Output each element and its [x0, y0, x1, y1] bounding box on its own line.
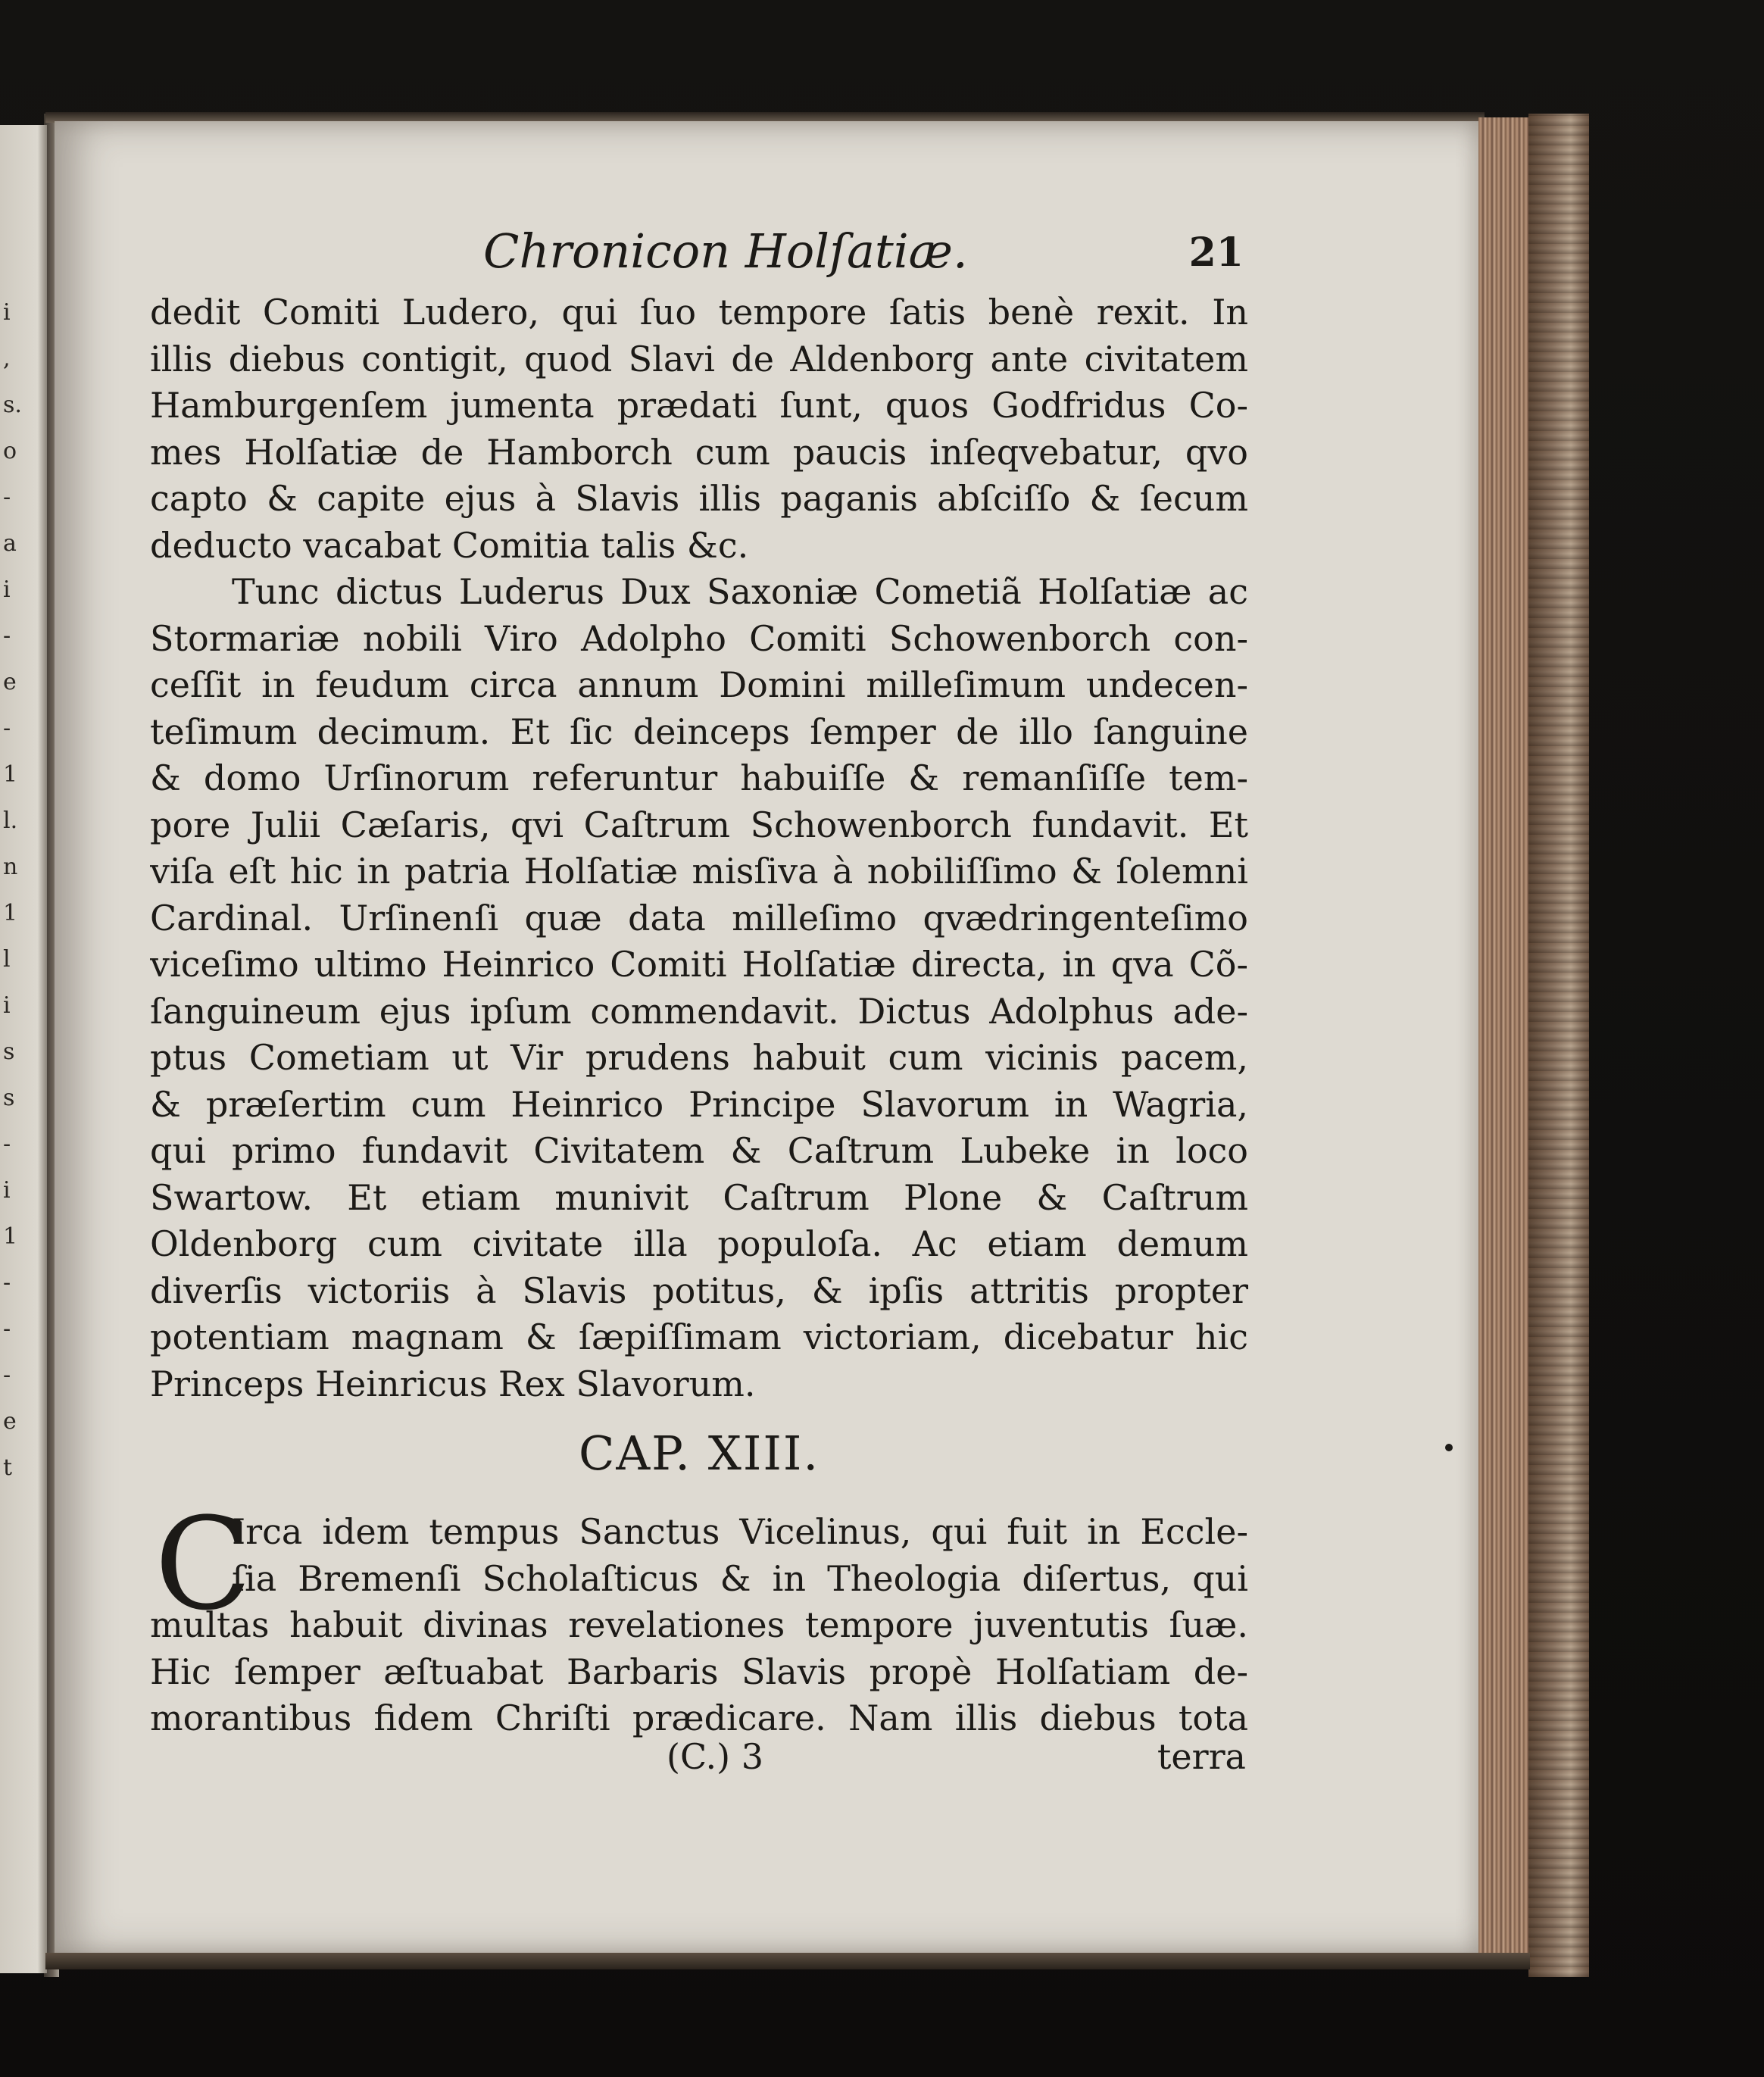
chapter-heading: CAP. XIII.	[578, 1426, 820, 1481]
body-text	[150, 289, 1248, 1407]
text-line: ceſſit in feudum circa annum Domini milleſimum undecen-	[150, 664, 1248, 705]
text-line: Princeps Heinricus Rex Slavorum.	[150, 1363, 756, 1404]
text-line: multas habuit divinas revelationes tempore juventutis ſuæ.	[150, 1604, 1248, 1645]
left-page-fragment: l	[3, 946, 11, 973]
left-page-fragment: 1	[3, 900, 18, 926]
left-page-fragment: i	[3, 1177, 11, 1204]
text-line: Hic ſemper æſtuabat Barbaris Slavis propè Holſatiam de-	[150, 1651, 1248, 1692]
left-page-fragment: i	[3, 576, 11, 603]
left-page-fragment: a	[3, 530, 17, 557]
left-page-fragment: -	[3, 484, 11, 511]
text-line: viceſimo ultimo Heinrico Comiti Holſatiæ directa, in qva Cõ-	[150, 944, 1248, 985]
left-page-fragment: o	[3, 438, 17, 464]
text-line: deducto vacabat Comitia talis &c.	[150, 524, 749, 566]
left-page-fragment: e	[3, 669, 17, 695]
left-page-fragment: i	[3, 299, 11, 326]
text-line: mes Holſatiæ de Hamborch cum paucis inſeqvebatur, qvo	[150, 431, 1248, 473]
fore-edge	[1478, 117, 1531, 1962]
text-line: dedit Comiti Ludero, qui ſuo tempore ſatis benè rexit. In	[150, 292, 1248, 333]
left-page-fragment: -	[3, 1362, 11, 1388]
left-page-fragment: s.	[3, 392, 22, 418]
text-line: Irca idem tempus Sanctus Vicelinus, qui fuit in Eccle-	[232, 1511, 1248, 1552]
left-page-fragment: -	[3, 1131, 11, 1157]
text-line: diverſis victoriis à Slavis potitus, & ipſis attritis propter	[150, 1270, 1248, 1311]
text-line: Oldenborg cum civitate illa populoſa. Ac etiam demum	[150, 1223, 1248, 1264]
text-line: Stormariæ nobili Viro Adolpho Comiti Schowenborch con-	[150, 617, 1248, 659]
text-line: Swartow. Et etiam munivit Caſtrum Plone & Caſtrum	[150, 1176, 1248, 1218]
text-line: ptus Cometiam ut Vir prudens habuit cum vicinis pacem,	[150, 1037, 1248, 1078]
left-page-fragment: 1	[3, 761, 18, 788]
text-line: Cardinal. Urſinenſi quæ data milleſimo qvædringenteſimo	[150, 897, 1248, 939]
left-page-fragment: -	[3, 1270, 11, 1296]
left-page-fragment: -	[3, 1316, 11, 1342]
left-page-fragment: i	[3, 992, 11, 1019]
text-line: Tunc dictus Luderus Dux Saxoniæ Cometiã Holſatiæ ac	[232, 571, 1248, 612]
running-head	[150, 223, 1248, 284]
text-line: teſimum decimum. Et ſic deinceps ſemper de illo ſanguine	[150, 711, 1248, 752]
paragraph-2	[150, 569, 1248, 1407]
text-line: viſa eſt hic in patria Holſatiæ misſiva à nobiliſſimo & ſolemni	[150, 851, 1248, 892]
catchword: terra	[1157, 1736, 1246, 1777]
left-page-fragment: 1	[3, 1223, 18, 1250]
cover-board	[1528, 114, 1589, 1977]
text-line: potentiam magnam & ſæpiſſimam victoriam, dicebatur hic	[150, 1316, 1248, 1357]
text-line: capto & capite ejus à Slavis illis paganis abſciſſo & ſecum	[150, 478, 1248, 519]
drop-cap: C	[155, 1490, 252, 1638]
text-line: illis diebus contigit, quod Slavi de Aldenborg ante civitatem	[150, 338, 1248, 379]
text-line: qui primo fundavit Civitatem & Caſtrum Lubeke in loco	[150, 1130, 1248, 1171]
ink-speck	[1445, 1444, 1453, 1451]
running-title: Chronicon Holſatiæ.	[483, 223, 968, 279]
text-line: ſanguineum ejus ipſum commendavit. Dictus Adolphus ade-	[150, 990, 1248, 1032]
left-facing-page	[0, 125, 47, 1973]
left-page-fragment: n	[3, 854, 18, 880]
signature-mark: (C.) 3	[667, 1736, 763, 1777]
paragraph-1	[150, 289, 1248, 569]
text-line: & domo Urſinorum referuntur habuiſſe & remanſiſſe tem-	[150, 757, 1248, 798]
text-line: Hamburgenſem jumenta prædati ſunt, quos Godfridus Co-	[150, 385, 1248, 426]
left-page-fragment: l.	[3, 807, 18, 834]
page-number: 21	[1188, 230, 1244, 276]
left-page-fragment: -	[3, 623, 11, 649]
text-line: morantibus fidem Chriſti prædicare. Nam illis diebus tota	[150, 1698, 1248, 1738]
text-line: & præſertim cum Heinrico Principe Slavorum in Wagria,	[150, 1083, 1248, 1125]
text-line: ſia Bremenſi Scholaſticus & in Theologia diſertus, qui	[232, 1557, 1248, 1599]
left-page-fragment: s	[3, 1085, 15, 1111]
page-bottom-edge	[45, 1953, 1530, 1969]
text-line: pore Julii Cæſaris, qvi Caſtrum Schowenborch fundavit. Et	[150, 804, 1248, 845]
left-page-fragment: ,	[3, 345, 11, 372]
left-page-fragment: s	[3, 1038, 15, 1065]
chapter-text	[150, 1490, 1248, 1742]
left-page-fragment: -	[3, 715, 11, 742]
left-page-fragment: e	[3, 1408, 17, 1435]
left-page-fragment: t	[3, 1454, 13, 1481]
